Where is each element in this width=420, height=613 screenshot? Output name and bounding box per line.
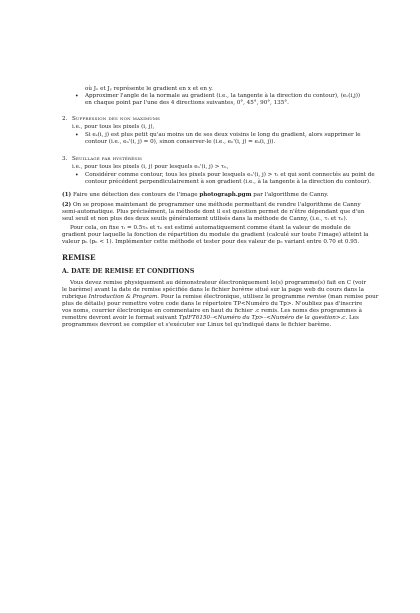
remise-heading: REMISE <box>62 253 96 262</box>
remise-text: (man remise pour <box>327 294 379 300</box>
remise-text: situé sur la page web du cours dans la <box>254 287 365 293</box>
filename: photograph.pgm <box>199 192 252 198</box>
paragraph-text: Pour cela, on fixe τₗ = 0.5τₕ et τₕ est estimé automatiquement comme étant la valeur de module de <box>70 225 351 231</box>
remise-text: Pour la remise électronique, utilisez le programme <box>160 294 306 300</box>
remise-emphasis: Introduction & Program. <box>88 294 160 300</box>
question-2-line <box>62 202 361 209</box>
section-text: i.e., pour tous les pixels (i, j), <box>72 124 155 130</box>
section-title: Seuillage par hystérésis <box>72 156 143 162</box>
remise-emphasis: remise <box>306 294 327 300</box>
remise-subheading: A. DATE DE REMISE ET CONDITIONS <box>62 268 195 275</box>
question-number: (1) <box>62 192 72 198</box>
remise-text: remettre devront avoir le format suivant <box>62 315 177 321</box>
bullet-icon: • <box>75 132 79 139</box>
question-text: Faire une détection des contours de l'image <box>72 192 198 198</box>
remise-text: vos noms, courrier électronique en commentaire en haut du fichier .c remis. Les noms des programmes à <box>62 308 362 314</box>
remise-emphasis: TpIFT6150–<Numéro du Tp>–<Numéro de la question>.c. <box>178 315 348 321</box>
question-1 <box>62 192 328 199</box>
remise-line <box>62 315 359 322</box>
remise-text: rubrique <box>62 294 87 300</box>
section-number: 3. <box>62 156 68 162</box>
question-text: On se propose maintenant de programmer une méthode permettant de rendre l'algorithme de Canny <box>72 202 361 208</box>
bullet-text: Approximer l'angle de la normale au gradient (i.e., la tangente à la direction du contour), (eₒ(i,j)) <box>85 93 361 99</box>
paragraph-text: gradient pour laquelle la fonction de répartition du module du gradient (calculé sur toute l'image) atteint la <box>62 232 369 238</box>
section-title: Suppression des non maximums <box>72 116 161 122</box>
remise-line <box>62 287 364 294</box>
question-text: par l'algorithme de Canny. <box>253 192 329 198</box>
remise-line <box>62 294 378 301</box>
remise-text: programmes devront se compiler et s'exécuter sur Linux tel qu'indiqué dans le fichier barème. <box>62 322 332 328</box>
bullet-text: contour précédent perpendiculairement à son gradient (i.e., à la tangente à la direction du contour). <box>85 179 371 185</box>
bullet-text: en chaque point par l'une des 4 directions suivantes, 0°, 45°, 90°, 135°. <box>85 100 289 106</box>
remise-text: Vous devez remise physiquement au démonstrateur électroniquement le(s) programme(s) fait en C (voir <box>70 280 366 286</box>
question-text: seul seuil et non plus des deux seuils généralement utilisés dans la méthode de Canny, (i.e., τₗ et τₕ). <box>62 216 348 222</box>
section-number: 2. <box>62 116 68 122</box>
remise-text: le barème) avant la date de remise spécifiée dans le fichier <box>62 287 230 293</box>
question-number: (2) <box>62 202 72 208</box>
gradient-note: où Jₓ et Jᵧ représente le gradient en x et en y. <box>85 86 213 92</box>
remise-emphasis: barème <box>231 287 254 293</box>
question-text: semi-automatique. Plus précisément, la méthode dont il est question permet de n'être dépendant que d'un <box>62 209 365 215</box>
remise-text: Les <box>349 315 359 321</box>
bullet-icon: • <box>75 172 79 179</box>
bullet-text: contour (i.e., eₙ'(i, j) = 0), sinon conserver-le (i.e., eₙ'(i, j) = eₛ(i, j)). <box>85 139 276 145</box>
bullet-icon: • <box>75 93 79 100</box>
remise-text: plus de détails) pour remettre votre code dans le répertoire TP<Numéro du Tp>. N'oubliez pas d'inscrire <box>62 301 363 307</box>
paragraph-text: valeur pₕ (pₕ < 1). Implémenter cette méthode et tester pour des valeur de pₕ variant entre 0.70 et 0.95. <box>62 239 360 245</box>
section-text: i.e., pour tous les pixels (i, j) pour lesquels eₙ'(i, j) > τₕ, <box>72 164 229 170</box>
bullet-text: Considérer comme contour, tous les pixels pour lesquels eₙ'(i, j) > τₗ et qui sont connectés au point de <box>85 172 375 178</box>
bullet-text: Si eₛ(i, j) est plus petit qu'au moins un de ses deux voisins le long du gradient, alors supprimer le <box>85 132 361 138</box>
